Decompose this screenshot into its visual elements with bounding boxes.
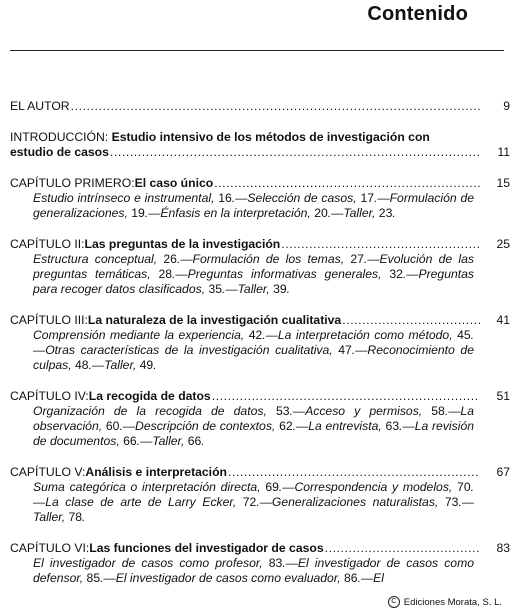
toc-subsection-title: Generalizaciones naturalistas bbox=[271, 495, 435, 509]
toc-entry-title: La recogida de datos bbox=[88, 389, 211, 403]
dot-leader bbox=[110, 145, 480, 160]
toc-subsection-title: Comprensión mediante la experiencia bbox=[33, 328, 241, 342]
toc-entry-title-cont: estudio de casos bbox=[10, 145, 109, 159]
toc-subsection: —El bbox=[360, 571, 384, 585]
toc-subsection-title: Acceso y permisos bbox=[305, 404, 419, 418]
toc-subsection: —El investigador de casos como evaluador, 86. bbox=[103, 571, 361, 585]
toc-entry-title: Las funciones del investigador de casos bbox=[89, 541, 324, 555]
toc-entry-heading bbox=[10, 541, 510, 556]
toc-subsection-title: Taller bbox=[33, 510, 62, 524]
toc-entry-lead: INTRODUCCIÓN: bbox=[10, 130, 112, 144]
toc-subsections bbox=[10, 191, 510, 221]
toc-entry-lead: CAPÍTULO V: bbox=[10, 465, 86, 479]
toc-entry-lead: CAPÍTULO III: bbox=[10, 313, 88, 327]
toc-subsection-title: El investigador de casos como profesor bbox=[33, 556, 260, 570]
publisher-name: Ediciones Morata, S. L. bbox=[403, 596, 502, 608]
toc-subsection: —Reconocimiento de culpas, 48. bbox=[33, 343, 474, 372]
toc-entry-title: Estudio intensivo de los métodos de investigación con bbox=[111, 130, 430, 144]
toc-subsection: —Taller, 23. bbox=[331, 206, 396, 220]
toc-page-number: 51 bbox=[496, 389, 510, 403]
footer bbox=[388, 596, 502, 608]
toc-subsection-title: Reconocimiento de culpas bbox=[33, 343, 474, 372]
toc-subsection-page: 17 bbox=[360, 191, 375, 205]
toc-subsection: —Taller, 39. bbox=[225, 282, 291, 296]
toc-page-number: 15 bbox=[496, 176, 510, 190]
toc-subsection-title: Formulación de generalizaciones bbox=[33, 191, 475, 220]
toc-subsection-page: 85 bbox=[86, 571, 101, 585]
dot-leader bbox=[228, 465, 480, 480]
toc-subsections bbox=[10, 556, 510, 586]
toc-subsection-page: 83 bbox=[268, 556, 283, 570]
toc-subsection: Suma categórica o interpretación directa, 69. bbox=[33, 480, 283, 494]
toc-subsection-page: 26 bbox=[163, 252, 177, 266]
toc-subsection-page: 28 bbox=[158, 267, 173, 281]
toc-entry-chapter bbox=[10, 176, 510, 221]
toc-subsection-page: 78 bbox=[68, 510, 83, 524]
toc-subsection-title: Suma categórica o interpretación directa bbox=[33, 480, 258, 494]
toc-subsection-page: 47 bbox=[338, 343, 352, 357]
toc-subsection-page: 39 bbox=[273, 282, 287, 296]
toc-subsection-page: 53 bbox=[275, 404, 290, 418]
toc-page-number: 83 bbox=[496, 541, 510, 555]
toc-entry-lead: CAPÍTULO IV: bbox=[10, 389, 89, 403]
toc-subsection-title: Correspondencia y modelos bbox=[294, 480, 449, 494]
toc-subsection-title: El bbox=[373, 571, 384, 585]
toc-subsection-page: 73 bbox=[444, 495, 459, 509]
toc-subsection-title: La revisión de documentos bbox=[33, 419, 474, 448]
toc-entry-title: Análisis e interpretación bbox=[85, 465, 227, 479]
toc-heading-line bbox=[10, 145, 510, 160]
toc-subsection-title: Estructura conceptual bbox=[33, 252, 154, 266]
toc-subsection-title: Taller bbox=[237, 282, 267, 296]
toc-subsection-page: 66 bbox=[123, 434, 137, 448]
table-of-contents bbox=[10, 99, 510, 602]
toc-subsection-title: Taller bbox=[343, 206, 373, 220]
dot-leader bbox=[325, 541, 480, 556]
toc-subsection-title: El investigador de casos como evaluador bbox=[115, 571, 338, 585]
toc-entry-heading bbox=[10, 465, 510, 480]
toc-subsection: Estudio intrínseco e instrumental, 16. bbox=[33, 191, 236, 205]
toc-subsection-page: 69 bbox=[265, 480, 279, 494]
toc-subsection: Organización de la recogida de datos, 53. bbox=[33, 404, 293, 418]
toc-subsection-title: Descripción de contextos bbox=[135, 419, 272, 433]
toc-subsection: —La observación, 60. bbox=[33, 404, 474, 433]
toc-entry-chapter bbox=[10, 541, 510, 586]
toc-entry-chapter bbox=[10, 237, 510, 297]
toc-subsection-page: 72 bbox=[242, 495, 257, 509]
toc-subsection: Comprensión mediante la experiencia, 42. bbox=[33, 328, 266, 342]
toc-subsection-title: Estudio intrínseco e instrumental bbox=[33, 191, 212, 205]
toc-subsections bbox=[10, 480, 510, 525]
toc-subsection-title: Selección de casos bbox=[247, 191, 354, 205]
toc-subsection: —Formulación de los temas, 27. bbox=[180, 252, 368, 266]
toc-subsection-page: 86 bbox=[344, 571, 358, 585]
toc-subsection: Estructura conceptual, 26. bbox=[33, 252, 181, 266]
page-title: Contenido bbox=[367, 3, 468, 25]
toc-subsection: —La interpretación como método, 45. bbox=[265, 328, 475, 342]
toc-subsection-page: 19 bbox=[131, 206, 145, 220]
toc-entry-heading bbox=[10, 237, 510, 252]
toc-entry-chapter bbox=[10, 465, 510, 525]
toc-subsection-page: 35 bbox=[208, 282, 223, 296]
toc-subsection: —Taller, 49. bbox=[91, 358, 157, 372]
toc-subsection: —Generalizaciones naturalistas, 73. bbox=[259, 495, 462, 509]
toc-subsection: —Descripción de contextos, 62. bbox=[122, 419, 297, 433]
toc-page-number: 9 bbox=[503, 99, 510, 113]
toc-subsection: —La entrevista, 63. bbox=[296, 419, 403, 433]
toc-subsection: —Acceso y permisos, 58. bbox=[292, 404, 449, 418]
toc-entry-heading bbox=[10, 389, 510, 404]
toc-entry-lead: CAPÍTULO PRIMERO: bbox=[10, 176, 135, 190]
toc-entry-heading bbox=[10, 99, 510, 114]
toc-subsection-title: Formulación de los temas bbox=[192, 252, 341, 266]
toc-subsection: —Preguntas para recoger datos clasificados, 35. bbox=[33, 267, 475, 296]
toc-entry-chapter bbox=[10, 313, 510, 373]
toc-page-number: 11 bbox=[497, 145, 510, 159]
chapter-list bbox=[10, 176, 510, 586]
toc-entry-lead: EL AUTOR bbox=[10, 99, 70, 113]
toc-entry-lead: CAPÍTULO VI: bbox=[10, 541, 90, 555]
toc-entry-lead: CAPÍTULO II: bbox=[10, 237, 85, 251]
copyright-icon: C bbox=[388, 596, 400, 608]
toc-subsection: —Énfasis en la interpretación, 20. bbox=[148, 206, 332, 220]
toc-subsection-page: 70 bbox=[457, 480, 471, 494]
toc-subsection-title: Organización de la recogida de datos bbox=[33, 404, 264, 418]
toc-subsection-page: 60 bbox=[105, 419, 120, 433]
toc-subsections bbox=[10, 404, 510, 449]
dot-leader bbox=[214, 176, 480, 191]
toc-entry-chapter bbox=[10, 389, 510, 449]
toc-subsection: —Selección de casos, 17. bbox=[235, 191, 378, 205]
toc-subsection: —El investigador de casos como defensor, 85. bbox=[33, 556, 474, 585]
toc-page-number: 67 bbox=[496, 465, 510, 479]
toc-page-number: 41 bbox=[496, 313, 510, 327]
toc-subsection-title: Taller bbox=[104, 358, 133, 372]
toc-subsection: —Correspondencia y modelos, 70. bbox=[282, 480, 474, 494]
toc-subsection-title: La clase de arte de Larry Ecker bbox=[45, 495, 233, 509]
toc-subsections bbox=[10, 252, 510, 297]
toc-subsection-title: La entrevista bbox=[308, 419, 379, 433]
toc-heading-line bbox=[10, 130, 510, 145]
toc-subsection: —Taller, 78. bbox=[33, 495, 475, 524]
toc-subsection: —Preguntas informativas generales, 32. bbox=[175, 267, 407, 281]
toc-entry-title: Las preguntas de la investigación bbox=[84, 237, 281, 251]
toc-entry-title: El caso único bbox=[134, 176, 214, 190]
toc-subsections bbox=[10, 328, 510, 373]
toc-subsection-title: El investigador de casos como defensor bbox=[33, 556, 474, 585]
toc-subsection-page: 62 bbox=[279, 419, 293, 433]
toc-subsection-page: 42 bbox=[248, 328, 263, 342]
toc-subsection-title: Taller bbox=[152, 434, 181, 448]
toc-entry-heading bbox=[10, 130, 510, 160]
dot-leader bbox=[71, 99, 480, 114]
toc-subsection: —Formulación de generalizaciones, 19. bbox=[33, 191, 475, 220]
toc-subsection: —Evolución de las preguntas temáticas, 28. bbox=[33, 252, 474, 281]
toc-subsection-title: Preguntas informativas generales bbox=[187, 267, 379, 281]
toc-subsection-page: 27 bbox=[350, 252, 364, 266]
toc-subsection-page: 16 bbox=[218, 191, 232, 205]
toc-subsection: —Otras características de la investigación cualitativa, 47. bbox=[33, 343, 356, 357]
toc-subsection-title: Evolución de las preguntas temáticas bbox=[33, 252, 474, 281]
toc-entry-introduction bbox=[10, 130, 510, 160]
toc-subsection-title: La observación bbox=[33, 404, 474, 433]
toc-subsection: El investigador de casos como profesor, 83. bbox=[33, 556, 286, 570]
title-rule bbox=[10, 50, 504, 51]
toc-subsection-page: 49 bbox=[139, 358, 154, 372]
toc-subsection-page: 45 bbox=[457, 328, 471, 342]
toc-subsection-page: 58 bbox=[431, 404, 445, 418]
dot-leader bbox=[281, 237, 480, 252]
dot-leader bbox=[342, 313, 480, 328]
toc-subsection-page: 48 bbox=[75, 358, 89, 372]
toc-subsection-page: 23 bbox=[378, 206, 393, 220]
toc-subsection-title: Énfasis en la interpretación bbox=[160, 206, 308, 220]
toc-subsection-title: Preguntas para recoger datos clasificados bbox=[33, 267, 475, 296]
toc-subsection-page: 32 bbox=[389, 267, 403, 281]
dot-leader bbox=[212, 389, 480, 404]
toc-subsection-title: Otras características de la investigación cualitativa bbox=[45, 343, 330, 357]
toc-subsection: —Taller, 66. bbox=[140, 434, 205, 448]
toc-subsection-page: 66 bbox=[187, 434, 202, 448]
toc-entry-heading bbox=[10, 176, 510, 191]
toc-subsection-page: 20 bbox=[314, 206, 328, 220]
toc-subsection-title: La interpretación como método bbox=[277, 328, 450, 342]
toc-subsection: —La revisión de documentos, 66. bbox=[33, 419, 474, 448]
toc-page-number: 25 bbox=[496, 237, 510, 251]
toc-entry-author bbox=[10, 99, 510, 114]
toc-subsection: —La clase de arte de Larry Ecker, 72. bbox=[33, 495, 260, 509]
toc-entry-heading bbox=[10, 313, 510, 328]
toc-subsection-page: 63 bbox=[385, 419, 400, 433]
toc-entry-title: La naturaleza de la investigación cualitativa bbox=[87, 313, 342, 327]
